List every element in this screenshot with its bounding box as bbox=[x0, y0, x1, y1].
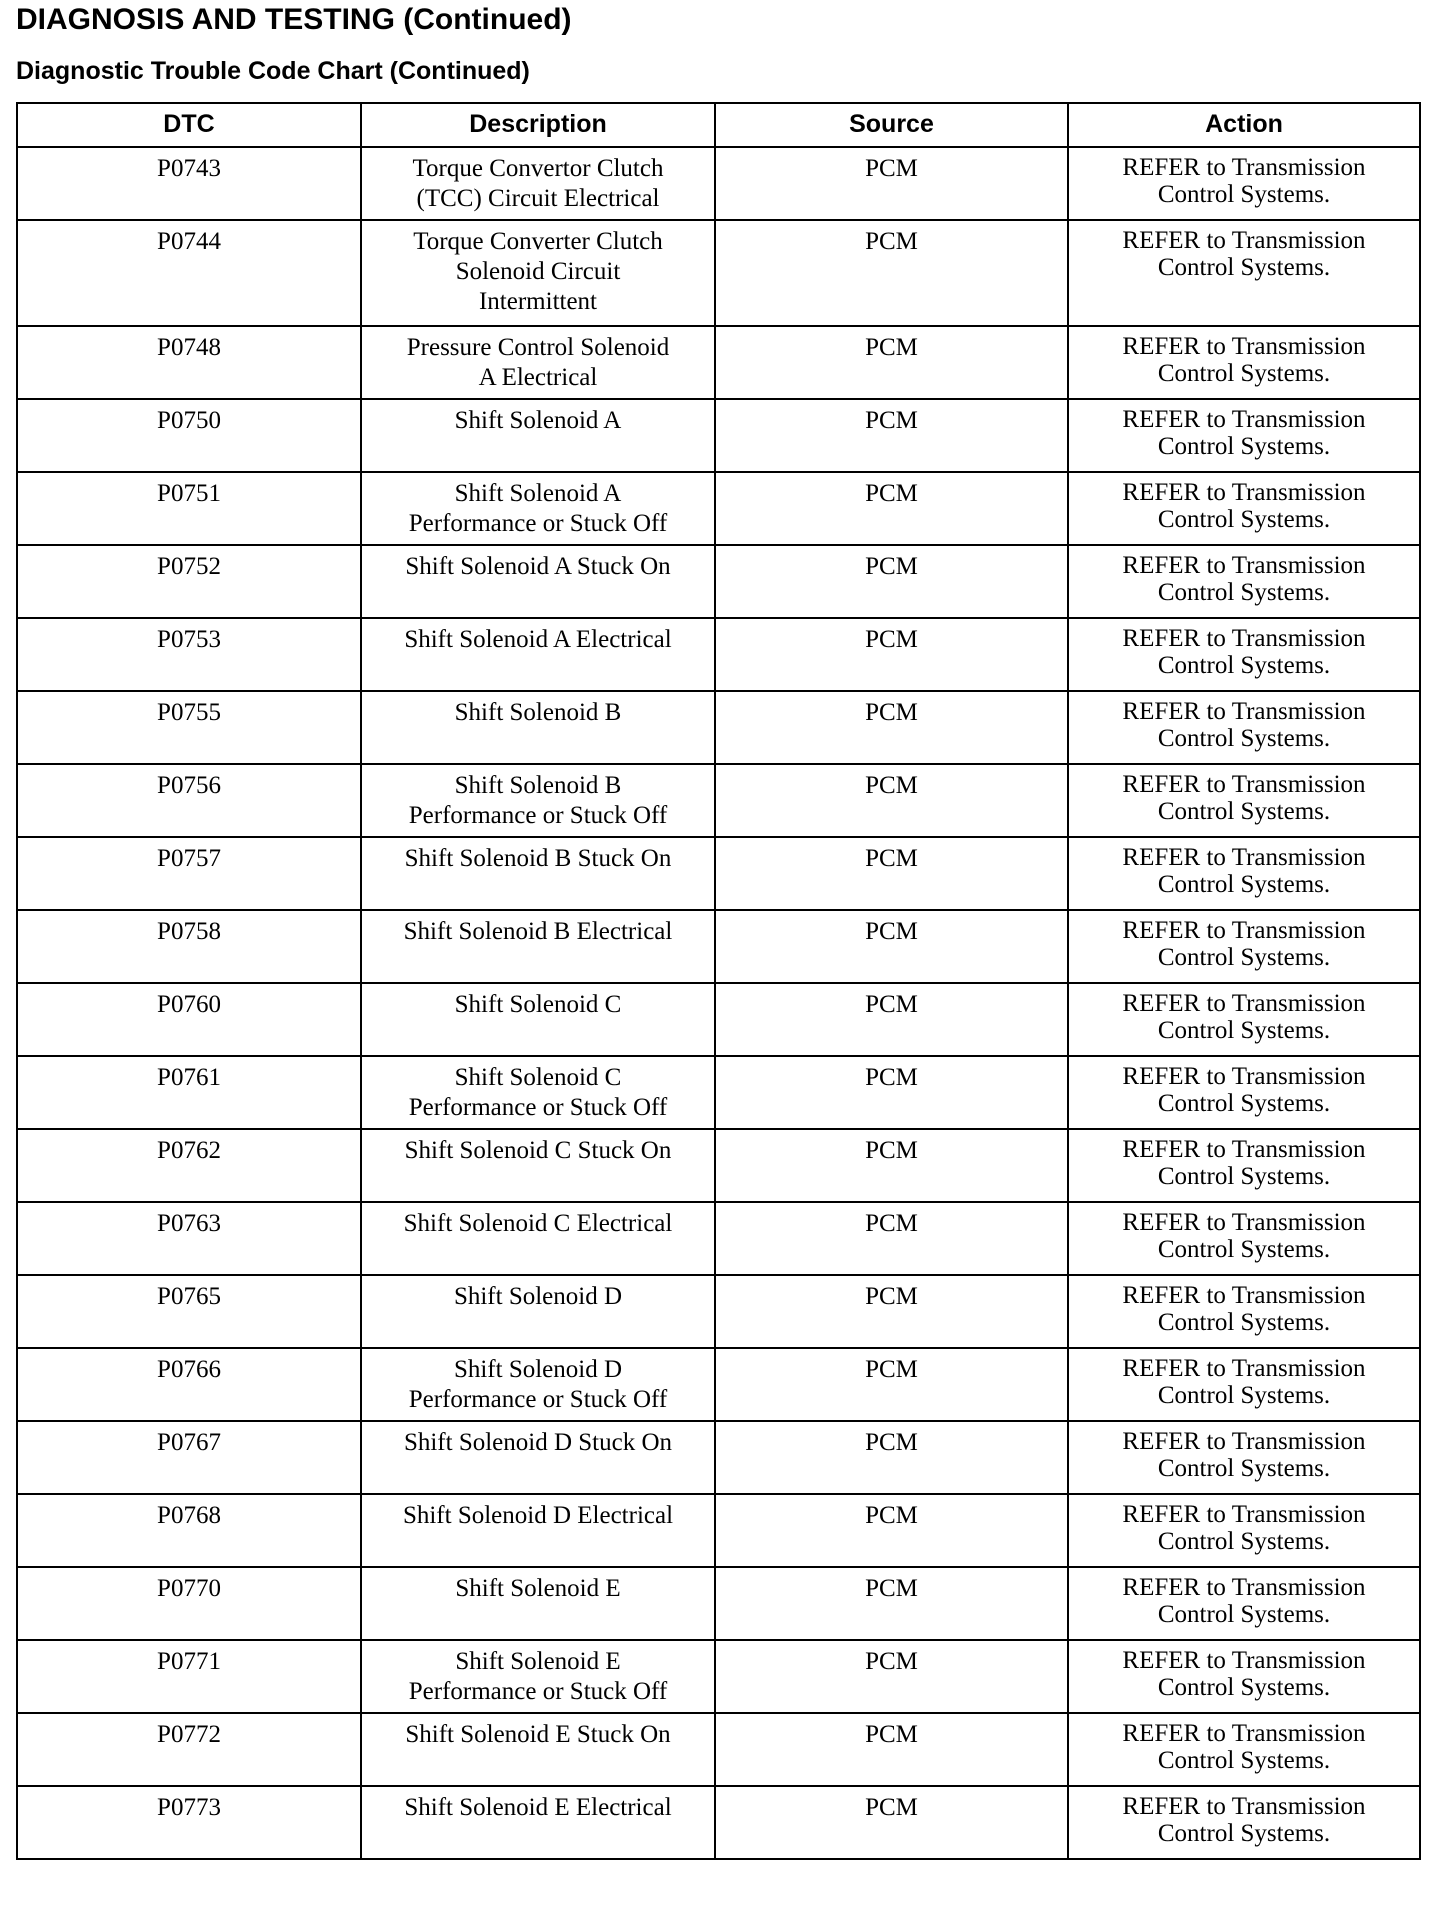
cell-source-text: PCM bbox=[865, 1356, 918, 1383]
cell-source bbox=[715, 1567, 1068, 1640]
cell-dtc-text: P0743 bbox=[157, 155, 221, 182]
cell-source-text: PCM bbox=[865, 1721, 918, 1748]
cell-description bbox=[361, 1640, 715, 1713]
cell-source-text: PCM bbox=[865, 699, 918, 726]
cell-dtc bbox=[17, 618, 361, 691]
cell-dtc-text: P0751 bbox=[157, 480, 221, 507]
cell-source bbox=[715, 983, 1068, 1056]
table-row bbox=[17, 1056, 1420, 1129]
cell-source bbox=[715, 837, 1068, 910]
cell-dtc-text: P0767 bbox=[157, 1429, 221, 1456]
cell-description-text: Torque Converter Clutch Solenoid Circuit Intermittent bbox=[413, 228, 663, 315]
table-row bbox=[17, 837, 1420, 910]
cell-dtc-text: P0757 bbox=[157, 845, 221, 872]
table-row bbox=[17, 1713, 1420, 1786]
cell-dtc bbox=[17, 1348, 361, 1421]
cell-description bbox=[361, 618, 715, 691]
cell-description bbox=[361, 1202, 715, 1275]
cell-dtc bbox=[17, 1056, 361, 1129]
cell-dtc bbox=[17, 1202, 361, 1275]
cell-action bbox=[1068, 1421, 1420, 1494]
cell-action-text: REFER to Transmission Control Systems. bbox=[1122, 1136, 1366, 1190]
cell-description bbox=[361, 1494, 715, 1567]
cell-source-text: PCM bbox=[865, 772, 918, 799]
cell-action bbox=[1068, 1567, 1420, 1640]
cell-source bbox=[715, 1056, 1068, 1129]
cell-dtc bbox=[17, 1421, 361, 1494]
cell-action bbox=[1068, 983, 1420, 1056]
cell-description-text: Shift Solenoid E Performance or Stuck Off bbox=[408, 1648, 668, 1705]
cell-description bbox=[361, 910, 715, 983]
cell-source-text: PCM bbox=[865, 1575, 918, 1602]
cell-action bbox=[1068, 1494, 1420, 1567]
cell-description-text: Shift Solenoid B Electrical bbox=[403, 918, 673, 945]
page-title: DIAGNOSIS AND TESTING (Continued) bbox=[16, 3, 572, 36]
cell-description-text: Shift Solenoid A Performance or Stuck Off bbox=[408, 480, 668, 537]
cell-source-text: PCM bbox=[865, 553, 918, 580]
cell-action bbox=[1068, 545, 1420, 618]
cell-dtc-text: P0772 bbox=[157, 1721, 221, 1748]
cell-action-text: REFER to Transmission Control Systems. bbox=[1122, 917, 1366, 971]
header-action: Action bbox=[1068, 103, 1420, 147]
cell-source bbox=[715, 1421, 1068, 1494]
cell-source-text: PCM bbox=[865, 1429, 918, 1456]
table-row bbox=[17, 618, 1420, 691]
cell-dtc bbox=[17, 1713, 361, 1786]
cell-description bbox=[361, 147, 715, 220]
cell-description-text: Shift Solenoid C Electrical bbox=[403, 1210, 673, 1237]
cell-source bbox=[715, 147, 1068, 220]
cell-description bbox=[361, 399, 715, 472]
cell-action-text: REFER to Transmission Control Systems. bbox=[1122, 625, 1366, 679]
cell-description-text: Shift Solenoid B bbox=[454, 699, 622, 726]
cell-action-text: REFER to Transmission Control Systems. bbox=[1122, 1355, 1366, 1409]
cell-action bbox=[1068, 326, 1420, 399]
cell-source bbox=[715, 1348, 1068, 1421]
cell-action-text: REFER to Transmission Control Systems. bbox=[1122, 771, 1366, 825]
page-subtitle: Diagnostic Trouble Code Chart (Continued) bbox=[16, 57, 530, 85]
cell-source bbox=[715, 1494, 1068, 1567]
table-row bbox=[17, 1275, 1420, 1348]
cell-action bbox=[1068, 618, 1420, 691]
cell-dtc-text: P0752 bbox=[157, 553, 221, 580]
cell-action-text: REFER to Transmission Control Systems. bbox=[1122, 1720, 1366, 1774]
cell-source bbox=[715, 545, 1068, 618]
table-row bbox=[17, 220, 1420, 326]
cell-action bbox=[1068, 1713, 1420, 1786]
cell-source bbox=[715, 1786, 1068, 1859]
cell-dtc-text: P0761 bbox=[157, 1064, 221, 1091]
cell-action-text: REFER to Transmission Control Systems. bbox=[1122, 1209, 1366, 1263]
cell-dtc-text: P0748 bbox=[157, 334, 221, 361]
cell-dtc bbox=[17, 545, 361, 618]
cell-action-text: REFER to Transmission Control Systems. bbox=[1122, 1063, 1366, 1117]
cell-description bbox=[361, 1786, 715, 1859]
cell-source bbox=[715, 691, 1068, 764]
cell-action bbox=[1068, 1275, 1420, 1348]
cell-source-text: PCM bbox=[865, 1137, 918, 1164]
cell-dtc-text: P0768 bbox=[157, 1502, 221, 1529]
cell-description bbox=[361, 691, 715, 764]
cell-description bbox=[361, 220, 715, 326]
cell-dtc bbox=[17, 1640, 361, 1713]
cell-source-text: PCM bbox=[865, 1283, 918, 1310]
cell-description-text: Shift Solenoid D Electrical bbox=[402, 1502, 674, 1529]
cell-source-text: PCM bbox=[865, 228, 918, 255]
cell-source-text: PCM bbox=[865, 407, 918, 434]
cell-dtc bbox=[17, 326, 361, 399]
cell-description-text: Shift Solenoid B Stuck On bbox=[404, 845, 672, 872]
cell-source bbox=[715, 1640, 1068, 1713]
cell-dtc-text: P0766 bbox=[157, 1356, 221, 1383]
cell-description bbox=[361, 545, 715, 618]
cell-description bbox=[361, 1056, 715, 1129]
cell-description-text: Shift Solenoid C Performance or Stuck Off bbox=[408, 1064, 668, 1121]
cell-description bbox=[361, 764, 715, 837]
table-row bbox=[17, 1421, 1420, 1494]
cell-source bbox=[715, 1713, 1068, 1786]
cell-action-text: REFER to Transmission Control Systems. bbox=[1122, 1574, 1366, 1628]
cell-dtc bbox=[17, 1275, 361, 1348]
cell-action-text: REFER to Transmission Control Systems. bbox=[1122, 1647, 1366, 1701]
cell-dtc bbox=[17, 1567, 361, 1640]
cell-dtc bbox=[17, 983, 361, 1056]
cell-source bbox=[715, 1129, 1068, 1202]
cell-source bbox=[715, 1275, 1068, 1348]
cell-dtc-text: P0763 bbox=[157, 1210, 221, 1237]
cell-dtc bbox=[17, 472, 361, 545]
table-row bbox=[17, 1348, 1420, 1421]
cell-dtc bbox=[17, 147, 361, 220]
cell-action bbox=[1068, 472, 1420, 545]
cell-dtc-text: P0773 bbox=[157, 1794, 221, 1821]
cell-source-text: PCM bbox=[865, 155, 918, 182]
cell-source bbox=[715, 910, 1068, 983]
cell-description bbox=[361, 1348, 715, 1421]
cell-source-text: PCM bbox=[865, 626, 918, 653]
cell-dtc-text: P0771 bbox=[157, 1648, 221, 1675]
cell-dtc bbox=[17, 691, 361, 764]
cell-action bbox=[1068, 1640, 1420, 1713]
table-row bbox=[17, 1202, 1420, 1275]
cell-source bbox=[715, 1202, 1068, 1275]
table-row bbox=[17, 1567, 1420, 1640]
cell-action bbox=[1068, 1129, 1420, 1202]
cell-action bbox=[1068, 910, 1420, 983]
cell-dtc-text: P0765 bbox=[157, 1283, 221, 1310]
cell-description-text: Shift Solenoid A Electrical bbox=[404, 626, 672, 653]
header-dtc: DTC bbox=[17, 103, 361, 147]
cell-source bbox=[715, 220, 1068, 326]
cell-action-text: REFER to Transmission Control Systems. bbox=[1122, 844, 1366, 898]
cell-dtc-text: P0753 bbox=[157, 626, 221, 653]
table-row bbox=[17, 691, 1420, 764]
cell-action-text: REFER to Transmission Control Systems. bbox=[1122, 406, 1366, 460]
cell-action bbox=[1068, 1348, 1420, 1421]
cell-dtc bbox=[17, 1494, 361, 1567]
table-row bbox=[17, 399, 1420, 472]
cell-source bbox=[715, 472, 1068, 545]
cell-dtc bbox=[17, 837, 361, 910]
cell-action bbox=[1068, 399, 1420, 472]
cell-description-text: Shift Solenoid C Stuck On bbox=[404, 1137, 672, 1164]
table-row bbox=[17, 147, 1420, 220]
cell-action-text: REFER to Transmission Control Systems. bbox=[1122, 1282, 1366, 1336]
cell-action-text: REFER to Transmission Control Systems. bbox=[1122, 552, 1366, 606]
table-header bbox=[17, 103, 1420, 147]
header-description: Description bbox=[361, 103, 715, 147]
cell-dtc bbox=[17, 1786, 361, 1859]
cell-source-text: PCM bbox=[865, 1648, 918, 1675]
cell-action-text: REFER to Transmission Control Systems. bbox=[1122, 1793, 1366, 1847]
cell-description bbox=[361, 983, 715, 1056]
table-row bbox=[17, 764, 1420, 837]
cell-action-text: REFER to Transmission Control Systems. bbox=[1122, 479, 1366, 533]
cell-description-text: Shift Solenoid C bbox=[454, 991, 622, 1018]
cell-dtc bbox=[17, 764, 361, 837]
cell-action-text: REFER to Transmission Control Systems. bbox=[1122, 990, 1366, 1044]
cell-action bbox=[1068, 147, 1420, 220]
cell-action-text: REFER to Transmission Control Systems. bbox=[1122, 698, 1366, 752]
cell-dtc bbox=[17, 399, 361, 472]
cell-description-text: Pressure Control Solenoid A Electrical bbox=[406, 334, 670, 391]
header-row bbox=[17, 103, 1420, 147]
cell-description-text: Torque Convertor Clutch (TCC) Circuit Electrical bbox=[412, 155, 664, 212]
cell-source-text: PCM bbox=[865, 991, 918, 1018]
cell-dtc-text: P0750 bbox=[157, 407, 221, 434]
cell-dtc-text: P0744 bbox=[157, 228, 221, 255]
cell-source-text: PCM bbox=[865, 1064, 918, 1091]
table-row bbox=[17, 983, 1420, 1056]
cell-source bbox=[715, 618, 1068, 691]
cell-action-text: REFER to Transmission Control Systems. bbox=[1122, 154, 1366, 208]
cell-dtc bbox=[17, 910, 361, 983]
cell-source-text: PCM bbox=[865, 1794, 918, 1821]
cell-action-text: REFER to Transmission Control Systems. bbox=[1122, 1501, 1366, 1555]
cell-description bbox=[361, 472, 715, 545]
cell-dtc-text: P0770 bbox=[157, 1575, 221, 1602]
cell-description-text: Shift Solenoid D Stuck On bbox=[403, 1429, 673, 1456]
dtc-table bbox=[16, 102, 1421, 1860]
table-row bbox=[17, 1129, 1420, 1202]
cell-action bbox=[1068, 1056, 1420, 1129]
cell-description bbox=[361, 1567, 715, 1640]
cell-dtc bbox=[17, 1129, 361, 1202]
cell-description-text: Shift Solenoid D bbox=[453, 1283, 623, 1310]
cell-description-text: Shift Solenoid E Stuck On bbox=[405, 1721, 671, 1748]
cell-action-text: REFER to Transmission Control Systems. bbox=[1122, 227, 1366, 281]
cell-action-text: REFER to Transmission Control Systems. bbox=[1122, 333, 1366, 387]
cell-description bbox=[361, 837, 715, 910]
table-row bbox=[17, 545, 1420, 618]
cell-description bbox=[361, 1275, 715, 1348]
cell-source-text: PCM bbox=[865, 918, 918, 945]
cell-source bbox=[715, 764, 1068, 837]
cell-description-text: Shift Solenoid E bbox=[455, 1575, 621, 1602]
table-row bbox=[17, 472, 1420, 545]
cell-dtc-text: P0758 bbox=[157, 918, 221, 945]
cell-source bbox=[715, 326, 1068, 399]
cell-dtc-text: P0760 bbox=[157, 991, 221, 1018]
cell-action bbox=[1068, 1786, 1420, 1859]
cell-dtc-text: P0762 bbox=[157, 1137, 221, 1164]
cell-dtc bbox=[17, 220, 361, 326]
cell-description-text: Shift Solenoid B Performance or Stuck Off bbox=[408, 772, 668, 829]
cell-action bbox=[1068, 764, 1420, 837]
table-row bbox=[17, 1494, 1420, 1567]
cell-source-text: PCM bbox=[865, 1502, 918, 1529]
cell-action bbox=[1068, 1202, 1420, 1275]
table-row bbox=[17, 326, 1420, 399]
cell-description bbox=[361, 326, 715, 399]
cell-action-text: REFER to Transmission Control Systems. bbox=[1122, 1428, 1366, 1482]
cell-source-text: PCM bbox=[865, 845, 918, 872]
cell-source bbox=[715, 399, 1068, 472]
cell-description-text: Shift Solenoid E Electrical bbox=[404, 1794, 672, 1821]
cell-description bbox=[361, 1129, 715, 1202]
cell-description bbox=[361, 1713, 715, 1786]
cell-description-text: Shift Solenoid A Stuck On bbox=[405, 553, 671, 580]
table-body bbox=[17, 147, 1420, 1859]
cell-description-text: Shift Solenoid A bbox=[454, 407, 622, 434]
cell-description-text: Shift Solenoid D Performance or Stuck Off bbox=[408, 1356, 668, 1413]
cell-source-text: PCM bbox=[865, 1210, 918, 1237]
cell-description bbox=[361, 1421, 715, 1494]
cell-action bbox=[1068, 837, 1420, 910]
header-source: Source bbox=[715, 103, 1068, 147]
cell-source-text: PCM bbox=[865, 334, 918, 361]
cell-dtc-text: P0755 bbox=[157, 699, 221, 726]
cell-action bbox=[1068, 691, 1420, 764]
table-row bbox=[17, 1786, 1420, 1859]
table-row bbox=[17, 1640, 1420, 1713]
cell-source-text: PCM bbox=[865, 480, 918, 507]
cell-action bbox=[1068, 220, 1420, 326]
cell-dtc-text: P0756 bbox=[157, 772, 221, 799]
table-row bbox=[17, 910, 1420, 983]
